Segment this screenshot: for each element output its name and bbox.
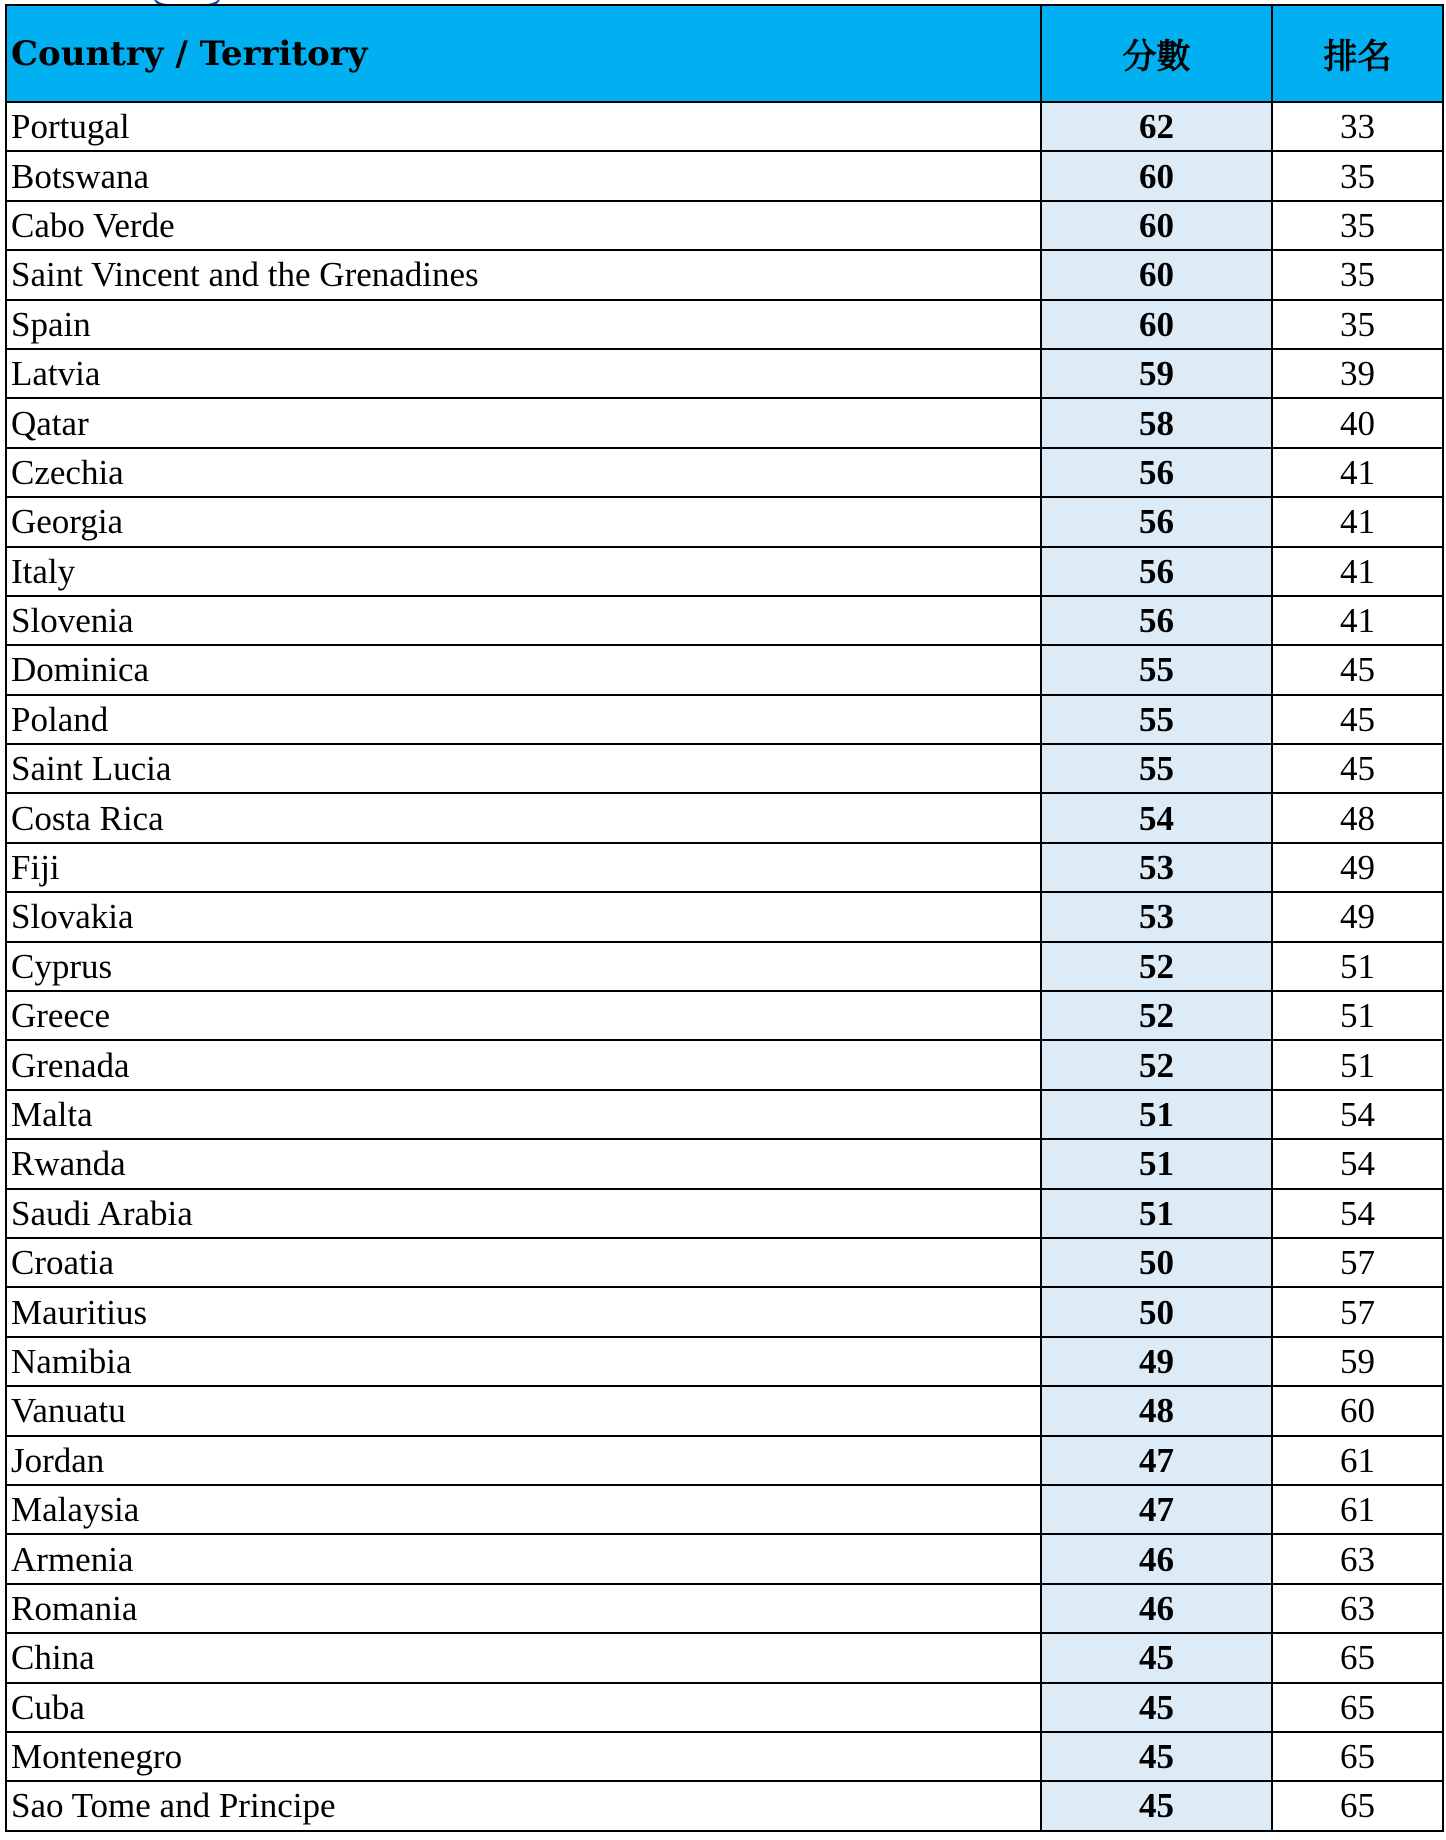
country-cell: Costa Rica	[6, 793, 1041, 842]
score-cell: 62	[1041, 102, 1272, 151]
score-cell: 51	[1041, 1090, 1272, 1139]
table-row	[6, 497, 1443, 546]
score-cell: 54	[1041, 793, 1272, 842]
table-row	[6, 1337, 1443, 1386]
rank-cell: 65	[1272, 1732, 1443, 1781]
rank-cell: 51	[1272, 942, 1443, 991]
country-cell: Qatar	[6, 398, 1041, 447]
table-row	[6, 1436, 1443, 1485]
rank-cell: 35	[1272, 151, 1443, 200]
table-row	[6, 1238, 1443, 1287]
table-row	[6, 1090, 1443, 1139]
score-cell: 53	[1041, 892, 1272, 941]
score-cell: 50	[1041, 1238, 1272, 1287]
rank-cell: 45	[1272, 744, 1443, 793]
country-cell: Latvia	[6, 349, 1041, 398]
table-row	[6, 1189, 1443, 1238]
country-cell: Cyprus	[6, 942, 1041, 991]
rank-cell: 45	[1272, 695, 1443, 744]
rank-cell: 51	[1272, 991, 1443, 1040]
table-row	[6, 547, 1443, 596]
table-row	[6, 1683, 1443, 1732]
country-cell: Spain	[6, 300, 1041, 349]
score-cell: 56	[1041, 497, 1272, 546]
table-row	[6, 1139, 1443, 1188]
country-cell: Namibia	[6, 1337, 1041, 1386]
rank-cell: 57	[1272, 1287, 1443, 1336]
rank-cell: 63	[1272, 1534, 1443, 1583]
table-row	[6, 991, 1443, 1040]
country-cell: Sao Tome and Principe	[6, 1781, 1041, 1830]
table-row	[6, 645, 1443, 694]
rank-cell: 48	[1272, 793, 1443, 842]
rank-cell: 60	[1272, 1386, 1443, 1435]
table-row	[6, 1732, 1443, 1781]
table-row	[6, 695, 1443, 744]
column-header-score: 分數	[1041, 5, 1272, 102]
table-row	[6, 1040, 1443, 1089]
rank-cell: 54	[1272, 1090, 1443, 1139]
rank-cell: 61	[1272, 1436, 1443, 1485]
table-row	[6, 1633, 1443, 1682]
rank-cell: 63	[1272, 1584, 1443, 1633]
country-cell: Malta	[6, 1090, 1041, 1139]
country-cell: Saudi Arabia	[6, 1189, 1041, 1238]
score-cell: 52	[1041, 991, 1272, 1040]
table-row	[6, 596, 1443, 645]
country-cell: Armenia	[6, 1534, 1041, 1583]
country-cell: Montenegro	[6, 1732, 1041, 1781]
rank-cell: 40	[1272, 398, 1443, 447]
score-cell: 60	[1041, 300, 1272, 349]
rank-cell: 51	[1272, 1040, 1443, 1089]
rank-cell: 59	[1272, 1337, 1443, 1386]
rank-cell: 65	[1272, 1633, 1443, 1682]
table-row	[6, 1485, 1443, 1534]
country-cell: Portugal	[6, 102, 1041, 151]
rank-cell: 41	[1272, 497, 1443, 546]
country-cell: Romania	[6, 1584, 1041, 1633]
score-cell: 58	[1041, 398, 1272, 447]
score-cell: 56	[1041, 596, 1272, 645]
score-cell: 52	[1041, 1040, 1272, 1089]
table-row	[6, 349, 1443, 398]
table-row	[6, 201, 1443, 250]
rank-cell: 41	[1272, 448, 1443, 497]
rank-cell: 54	[1272, 1139, 1443, 1188]
score-cell: 55	[1041, 744, 1272, 793]
rank-cell: 54	[1272, 1189, 1443, 1238]
score-cell: 53	[1041, 843, 1272, 892]
country-cell: Cabo Verde	[6, 201, 1041, 250]
table-row	[6, 1781, 1443, 1830]
table-row	[6, 151, 1443, 200]
score-cell: 45	[1041, 1732, 1272, 1781]
table-row	[6, 250, 1443, 299]
table-row	[6, 793, 1443, 842]
rank-cell: 65	[1272, 1781, 1443, 1830]
country-cell: Saint Lucia	[6, 744, 1041, 793]
country-cell: Malaysia	[6, 1485, 1041, 1534]
rank-cell: 33	[1272, 102, 1443, 151]
rank-cell: 35	[1272, 250, 1443, 299]
table-row	[6, 744, 1443, 793]
rank-cell: 35	[1272, 201, 1443, 250]
country-cell: Rwanda	[6, 1139, 1041, 1188]
score-cell: 45	[1041, 1633, 1272, 1682]
rank-cell: 49	[1272, 843, 1443, 892]
table-row	[6, 448, 1443, 497]
table-row	[6, 1386, 1443, 1435]
score-cell: 55	[1041, 645, 1272, 694]
score-cell: 60	[1041, 201, 1272, 250]
score-cell: 47	[1041, 1436, 1272, 1485]
score-cell: 45	[1041, 1781, 1272, 1830]
table-header	[6, 5, 1443, 102]
score-cell: 50	[1041, 1287, 1272, 1336]
table-row	[6, 892, 1443, 941]
score-cell: 49	[1041, 1337, 1272, 1386]
country-cell: China	[6, 1633, 1041, 1682]
score-cell: 52	[1041, 942, 1272, 991]
country-cell: Dominica	[6, 645, 1041, 694]
rank-cell: 61	[1272, 1485, 1443, 1534]
country-cell: Italy	[6, 547, 1041, 596]
table-row	[6, 1534, 1443, 1583]
rank-cell: 65	[1272, 1683, 1443, 1732]
score-cell: 45	[1041, 1683, 1272, 1732]
column-header-rank: 排名	[1272, 5, 1443, 102]
table-row	[6, 843, 1443, 892]
rank-cell: 45	[1272, 645, 1443, 694]
header-row	[6, 5, 1443, 102]
score-cell: 60	[1041, 151, 1272, 200]
rank-cell: 49	[1272, 892, 1443, 941]
score-cell: 60	[1041, 250, 1272, 299]
rank-cell: 41	[1272, 596, 1443, 645]
column-header-country: Country / Territory	[6, 5, 1041, 102]
table-row	[6, 1584, 1443, 1633]
table-row	[6, 300, 1443, 349]
score-cell: 46	[1041, 1534, 1272, 1583]
table-row	[6, 102, 1443, 151]
score-cell: 59	[1041, 349, 1272, 398]
score-cell: 55	[1041, 695, 1272, 744]
rank-cell: 35	[1272, 300, 1443, 349]
country-cell: Slovakia	[6, 892, 1041, 941]
country-cell: Fiji	[6, 843, 1041, 892]
table-row	[6, 942, 1443, 991]
country-score-table	[5, 4, 1444, 1832]
country-cell: Mauritius	[6, 1287, 1041, 1336]
score-cell: 51	[1041, 1139, 1272, 1188]
country-cell: Croatia	[6, 1238, 1041, 1287]
country-cell: Grenada	[6, 1040, 1041, 1089]
score-cell: 56	[1041, 448, 1272, 497]
country-cell: Botswana	[6, 151, 1041, 200]
country-cell: Georgia	[6, 497, 1041, 546]
rank-cell: 57	[1272, 1238, 1443, 1287]
country-cell: Jordan	[6, 1436, 1041, 1485]
table-row	[6, 398, 1443, 447]
country-cell: Czechia	[6, 448, 1041, 497]
table-row	[6, 1287, 1443, 1336]
country-cell: Cuba	[6, 1683, 1041, 1732]
country-cell: Slovenia	[6, 596, 1041, 645]
rank-cell: 39	[1272, 349, 1443, 398]
country-cell: Saint Vincent and the Grenadines	[6, 250, 1041, 299]
country-cell: Greece	[6, 991, 1041, 1040]
country-cell: Vanuatu	[6, 1386, 1041, 1435]
score-cell: 56	[1041, 547, 1272, 596]
table-body	[6, 102, 1443, 1831]
score-cell: 51	[1041, 1189, 1272, 1238]
rank-cell: 41	[1272, 547, 1443, 596]
score-cell: 47	[1041, 1485, 1272, 1534]
score-cell: 48	[1041, 1386, 1272, 1435]
country-cell: Poland	[6, 695, 1041, 744]
score-cell: 46	[1041, 1584, 1272, 1633]
